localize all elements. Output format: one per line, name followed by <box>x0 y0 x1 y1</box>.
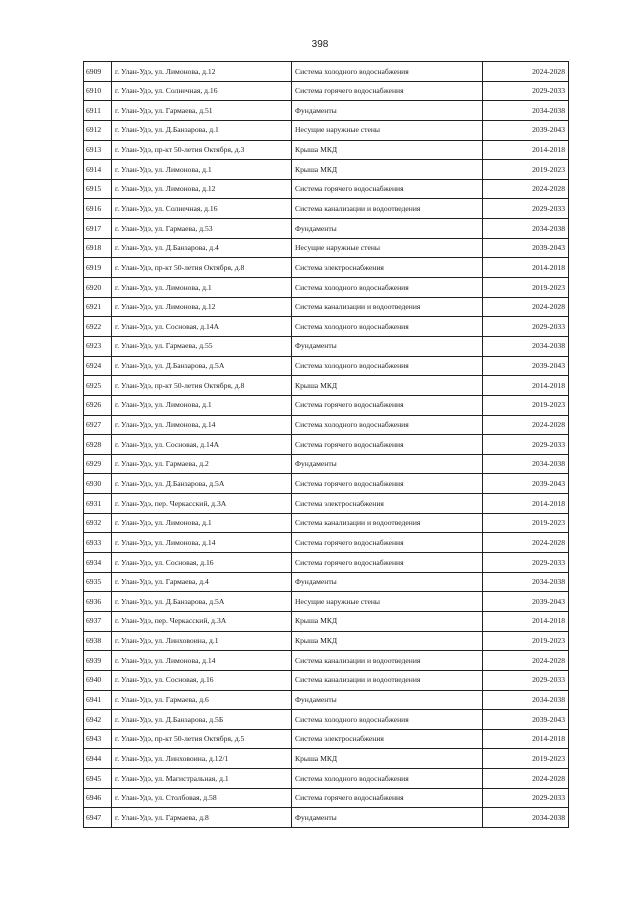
system-cell: Система электроснабжения <box>292 494 483 514</box>
table-row <box>84 513 569 533</box>
table-row <box>84 179 569 199</box>
table-row <box>84 454 569 474</box>
row-number: 6946 <box>84 788 112 808</box>
table-row <box>84 572 569 592</box>
system-cell: Система горячего водоснабжения <box>292 179 483 199</box>
table-row <box>84 120 569 140</box>
system-cell: Система канализации и водоотведения <box>292 297 483 317</box>
period-cell: 2034-2038 <box>483 336 569 356</box>
system-cell: Фундаменты <box>292 336 483 356</box>
row-number: 6926 <box>84 395 112 415</box>
period-cell: 2039-2043 <box>483 238 569 258</box>
address-cell: г. Улан-Удэ, ул. Лимонова, д.1 <box>112 160 292 180</box>
row-number: 6918 <box>84 238 112 258</box>
period-cell: 2029-2033 <box>483 670 569 690</box>
address-cell: г. Улан-Удэ, ул. Гармаева, д.8 <box>112 808 292 828</box>
table-row <box>84 395 569 415</box>
table-row <box>84 297 569 317</box>
system-cell: Система холодного водоснабжения <box>292 62 483 82</box>
table-body <box>84 62 569 828</box>
table-row <box>84 415 569 435</box>
row-number: 6917 <box>84 219 112 239</box>
table-row <box>84 494 569 514</box>
system-cell: Система электроснабжения <box>292 729 483 749</box>
system-cell: Система холодного водоснабжения <box>292 415 483 435</box>
row-number: 6941 <box>84 690 112 710</box>
period-cell: 2024-2028 <box>483 415 569 435</box>
row-number: 6939 <box>84 651 112 671</box>
row-number: 6934 <box>84 553 112 573</box>
period-cell: 2029-2033 <box>483 81 569 101</box>
address-cell: г. Улан-Удэ, ул. Лимонова, д.12 <box>112 62 292 82</box>
address-cell: г. Улан-Удэ, ул. Линховоина, д.1 <box>112 631 292 651</box>
table-row <box>84 278 569 298</box>
table-row <box>84 317 569 337</box>
row-number: 6913 <box>84 140 112 160</box>
address-cell: г. Улан-Удэ, ул. Магистральная, д.1 <box>112 769 292 789</box>
address-cell: г. Улан-Удэ, ул. Сосновая, д.16 <box>112 553 292 573</box>
system-cell: Система холодного водоснабжения <box>292 769 483 789</box>
table-row <box>84 238 569 258</box>
row-number: 6915 <box>84 179 112 199</box>
table-row <box>84 533 569 553</box>
table-row <box>84 140 569 160</box>
row-number: 6930 <box>84 474 112 494</box>
table-row <box>84 356 569 376</box>
address-cell: г. Улан-Удэ, ул. Сосновая, д.16 <box>112 670 292 690</box>
row-number: 6940 <box>84 670 112 690</box>
table-row <box>84 474 569 494</box>
address-cell: г. Улан-Удэ, ул. Д.Банзарова, д.5А <box>112 356 292 376</box>
system-cell: Фундаменты <box>292 690 483 710</box>
period-cell: 2024-2028 <box>483 297 569 317</box>
system-cell: Крыша МКД <box>292 611 483 631</box>
address-cell: г. Улан-Удэ, ул. Д.Банзарова, д.5А <box>112 592 292 612</box>
system-cell: Система канализации и водоотведения <box>292 513 483 533</box>
period-cell: 2014-2018 <box>483 258 569 278</box>
address-cell: г. Улан-Удэ, ул. Столбовая, д.58 <box>112 788 292 808</box>
table-row <box>84 219 569 239</box>
system-cell: Система холодного водоснабжения <box>292 317 483 337</box>
row-number: 6925 <box>84 376 112 396</box>
table-row <box>84 651 569 671</box>
period-cell: 2014-2018 <box>483 611 569 631</box>
table-row <box>84 749 569 769</box>
table-row <box>84 788 569 808</box>
address-cell: г. Улан-Удэ, ул. Лимонова, д.1 <box>112 513 292 533</box>
row-number: 6912 <box>84 120 112 140</box>
row-number: 6931 <box>84 494 112 514</box>
row-number: 6937 <box>84 611 112 631</box>
address-cell: г. Улан-Удэ, ул. Сосновая, д.14А <box>112 435 292 455</box>
row-number: 6945 <box>84 769 112 789</box>
row-number: 6919 <box>84 258 112 278</box>
period-cell: 2029-2033 <box>483 199 569 219</box>
system-cell: Система холодного водоснабжения <box>292 278 483 298</box>
address-cell: г. Улан-Удэ, пр-кт 50-летия Октября, д.3 <box>112 140 292 160</box>
system-cell: Система канализации и водоотведения <box>292 670 483 690</box>
period-cell: 2019-2023 <box>483 513 569 533</box>
repair-schedule-table <box>83 61 569 828</box>
table-row <box>84 376 569 396</box>
row-number: 6932 <box>84 513 112 533</box>
row-number: 6916 <box>84 199 112 219</box>
row-number: 6943 <box>84 729 112 749</box>
row-number: 6909 <box>84 62 112 82</box>
system-cell: Система горячего водоснабжения <box>292 533 483 553</box>
row-number: 6921 <box>84 297 112 317</box>
system-cell: Фундаменты <box>292 808 483 828</box>
address-cell: г. Улан-Удэ, ул. Д.Банзарова, д.5А <box>112 474 292 494</box>
system-cell: Несущие наружные стены <box>292 592 483 612</box>
row-number: 6922 <box>84 317 112 337</box>
system-cell: Система горячего водоснабжения <box>292 788 483 808</box>
system-cell: Система электроснабжения <box>292 258 483 278</box>
period-cell: 2029-2033 <box>483 317 569 337</box>
period-cell: 2024-2028 <box>483 62 569 82</box>
system-cell: Несущие наружные стены <box>292 120 483 140</box>
table-row <box>84 160 569 180</box>
row-number: 6944 <box>84 749 112 769</box>
period-cell: 2029-2033 <box>483 788 569 808</box>
address-cell: г. Улан-Удэ, ул. Солнечная, д.16 <box>112 199 292 219</box>
period-cell: 2014-2018 <box>483 729 569 749</box>
period-cell: 2034-2038 <box>483 101 569 121</box>
address-cell: г. Улан-Удэ, ул. Гармаева, д.53 <box>112 219 292 239</box>
address-cell: г. Улан-Удэ, ул. Лимонова, д.14 <box>112 415 292 435</box>
address-cell: г. Улан-Удэ, ул. Гармаева, д.51 <box>112 101 292 121</box>
system-cell: Фундаменты <box>292 572 483 592</box>
table-row <box>84 690 569 710</box>
table-row <box>84 769 569 789</box>
system-cell: Система горячего водоснабжения <box>292 553 483 573</box>
system-cell: Система горячего водоснабжения <box>292 474 483 494</box>
row-number: 6920 <box>84 278 112 298</box>
address-cell: г. Улан-Удэ, пр-кт 50-летия Октября, д.5 <box>112 729 292 749</box>
system-cell: Система канализации и водоотведения <box>292 199 483 219</box>
table-row <box>84 258 569 278</box>
address-cell: г. Улан-Удэ, пр-кт 50-летия Октября, д.8 <box>112 376 292 396</box>
row-number: 6935 <box>84 572 112 592</box>
table-row <box>84 729 569 749</box>
address-cell: г. Улан-Удэ, ул. Лимонова, д.1 <box>112 278 292 298</box>
row-number: 6928 <box>84 435 112 455</box>
table-row <box>84 101 569 121</box>
system-cell: Система холодного водоснабжения <box>292 356 483 376</box>
row-number: 6938 <box>84 631 112 651</box>
table-row <box>84 336 569 356</box>
period-cell: 2039-2043 <box>483 474 569 494</box>
period-cell: 2029-2033 <box>483 553 569 573</box>
address-cell: г. Улан-Удэ, ул. Д.Банзарова, д.1 <box>112 120 292 140</box>
system-cell: Крыша МКД <box>292 749 483 769</box>
system-cell: Система горячего водоснабжения <box>292 435 483 455</box>
table-row <box>84 553 569 573</box>
address-cell: г. Улан-Удэ, пр-кт 50-летия Октября, д.8 <box>112 258 292 278</box>
system-cell: Система горячего водоснабжения <box>292 81 483 101</box>
period-cell: 2019-2023 <box>483 278 569 298</box>
period-cell: 2024-2028 <box>483 533 569 553</box>
row-number: 6923 <box>84 336 112 356</box>
period-cell: 2014-2018 <box>483 376 569 396</box>
row-number: 6911 <box>84 101 112 121</box>
address-cell: г. Улан-Удэ, ул. Д.Банзарова, д.4 <box>112 238 292 258</box>
table-row <box>84 592 569 612</box>
table-row <box>84 631 569 651</box>
period-cell: 2034-2038 <box>483 808 569 828</box>
system-cell: Система канализации и водоотведения <box>292 651 483 671</box>
row-number: 6947 <box>84 808 112 828</box>
period-cell: 2034-2038 <box>483 690 569 710</box>
address-cell: г. Улан-Удэ, ул. Гармаева, д.4 <box>112 572 292 592</box>
period-cell: 2014-2018 <box>483 494 569 514</box>
table-row <box>84 199 569 219</box>
row-number: 6942 <box>84 710 112 730</box>
row-number: 6924 <box>84 356 112 376</box>
period-cell: 2029-2033 <box>483 435 569 455</box>
row-number: 6927 <box>84 415 112 435</box>
address-cell: г. Улан-Удэ, ул. Линховоина, д.12/1 <box>112 749 292 769</box>
period-cell: 2019-2023 <box>483 749 569 769</box>
address-cell: г. Улан-Удэ, ул. Гармаева, д.2 <box>112 454 292 474</box>
address-cell: г. Улан-Удэ, ул. Гармаева, д.55 <box>112 336 292 356</box>
page-number: 398 <box>311 39 329 50</box>
row-number: 6933 <box>84 533 112 553</box>
address-cell: г. Улан-Удэ, ул. Солнечная, д.16 <box>112 81 292 101</box>
system-cell: Крыша МКД <box>292 160 483 180</box>
address-cell: г. Улан-Удэ, ул. Д.Банзарова, д.5Б <box>112 710 292 730</box>
table-row <box>84 611 569 631</box>
table-row <box>84 62 569 82</box>
period-cell: 2024-2028 <box>483 651 569 671</box>
address-cell: г. Улан-Удэ, ул. Лимонова, д.12 <box>112 179 292 199</box>
table-row <box>84 808 569 828</box>
period-cell: 2039-2043 <box>483 710 569 730</box>
address-cell: г. Улан-Удэ, пер. Черкасский, д.3А <box>112 611 292 631</box>
period-cell: 2024-2028 <box>483 769 569 789</box>
row-number: 6929 <box>84 454 112 474</box>
period-cell: 2039-2043 <box>483 356 569 376</box>
row-number: 6910 <box>84 81 112 101</box>
system-cell: Крыша МКД <box>292 140 483 160</box>
period-cell: 2039-2043 <box>483 592 569 612</box>
address-cell: г. Улан-Удэ, ул. Сосновая, д.14А <box>112 317 292 337</box>
row-number: 6936 <box>84 592 112 612</box>
address-cell: г. Улан-Удэ, ул. Лимонова, д.12 <box>112 297 292 317</box>
system-cell: Крыша МКД <box>292 631 483 651</box>
system-cell: Фундаменты <box>292 454 483 474</box>
system-cell: Система холодного водоснабжения <box>292 710 483 730</box>
period-cell: 2019-2023 <box>483 160 569 180</box>
table-row <box>84 81 569 101</box>
row-number: 6914 <box>84 160 112 180</box>
address-cell: г. Улан-Удэ, ул. Лимонова, д.1 <box>112 395 292 415</box>
period-cell: 2034-2038 <box>483 572 569 592</box>
address-cell: г. Улан-Удэ, пер. Черкасский, д.3А <box>112 494 292 514</box>
system-cell: Система горячего водоснабжения <box>292 395 483 415</box>
period-cell: 2024-2028 <box>483 179 569 199</box>
period-cell: 2039-2043 <box>483 120 569 140</box>
table-row <box>84 670 569 690</box>
period-cell: 2019-2023 <box>483 631 569 651</box>
period-cell: 2034-2038 <box>483 454 569 474</box>
system-cell: Крыша МКД <box>292 376 483 396</box>
system-cell: Фундаменты <box>292 101 483 121</box>
table-row <box>84 710 569 730</box>
address-cell: г. Улан-Удэ, ул. Лимонова, д.14 <box>112 533 292 553</box>
system-cell: Несущие наружные стены <box>292 238 483 258</box>
system-cell: Фундаменты <box>292 219 483 239</box>
period-cell: 2034-2038 <box>483 219 569 239</box>
period-cell: 2014-2018 <box>483 140 569 160</box>
table-row <box>84 435 569 455</box>
address-cell: г. Улан-Удэ, ул. Лимонова, д.14 <box>112 651 292 671</box>
address-cell: г. Улан-Удэ, ул. Гармаева, д.6 <box>112 690 292 710</box>
period-cell: 2019-2023 <box>483 395 569 415</box>
